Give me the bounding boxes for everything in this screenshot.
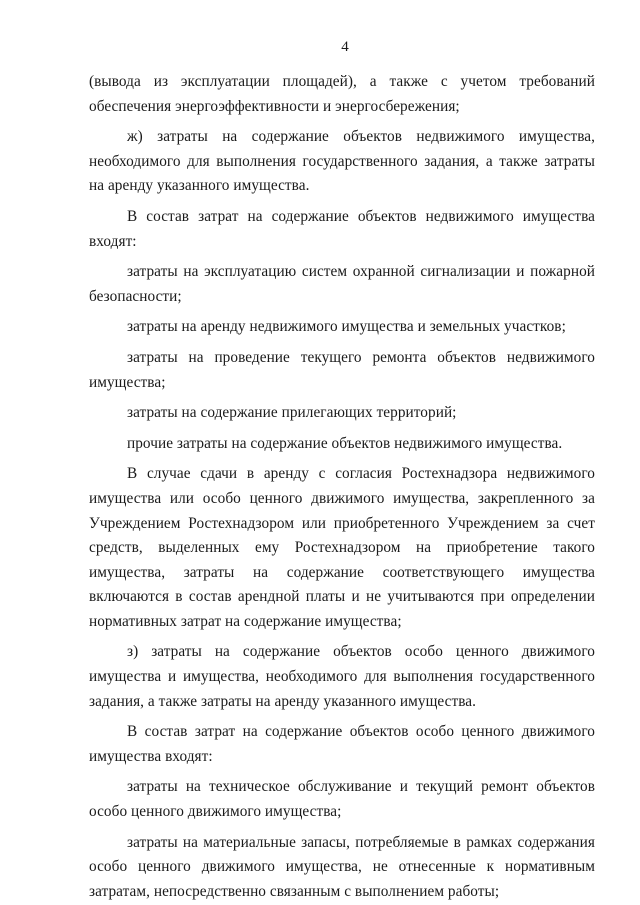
paragraph-rent-case: В случае сдачи в аренду с согласия Ростехнадзора недвижимого имущества или особо ценного движимого имущества, закрепленного за Учреждением Ростехнадзором или приобретенного Учреждением за счет средств, выделенных ему Ростехнадзором на приобретение такого имущества, затраты на содержание соответствующего имущества включаются в состав арендной платы и не учитываются при определении нормативных затрат на содержание имущества;	[89, 465, 595, 630]
list-item-adjacent-territories: затраты на содержание прилегающих территорий;	[127, 404, 457, 422]
list-item-rent-real-estate: затраты на аренду недвижимого имущества и земельных участков;	[127, 318, 566, 336]
page-number: 4	[341, 39, 349, 55]
paragraph-item-z: з) затраты на содержание объектов особо ценного движимого имущества и имущества, необходимого для выполнения государственного задания, а также затраты на аренду указанного имущества.	[89, 643, 595, 710]
paragraph-item-zh: ж) затраты на содержание объектов недвижимого имущества, необходимого для выполнения государственного задания, а также затраты на аренду указанного имущества.	[89, 128, 595, 195]
list-item-material-stocks: затраты на материальные запасы, потребляемые в рамках содержания особо ценного движимого имущества, не отнесенные к нормативным затратам, непосредственно связанным с выполнением работы;	[89, 833, 595, 900]
paragraph-movable-property-costs-intro: В состав затрат на содержание объектов особо ценного движимого имущества входят:	[89, 723, 595, 765]
list-item-current-repair: затраты на проведение текущего ремонта объектов недвижимого имущества;	[89, 348, 595, 391]
paragraph-continuation: (вывода из эксплуатации площадей), а также с учетом требований обеспечения энергоэффективности и энергосбережения;	[89, 73, 595, 115]
list-item-maintenance-repair: затраты на техническое обслуживание и текущий ремонт объектов особо ценного движимого имущества;	[89, 778, 595, 821]
paragraph-real-estate-costs-intro: В состав затрат на содержание объектов недвижимого имущества входят:	[89, 207, 595, 250]
list-item-other-costs: прочие затраты на содержание объектов недвижимого имущества.	[127, 434, 563, 452]
list-item-security-systems: затраты на эксплуатацию систем охранной сигнализации и пожарной безопасности;	[89, 263, 595, 305]
